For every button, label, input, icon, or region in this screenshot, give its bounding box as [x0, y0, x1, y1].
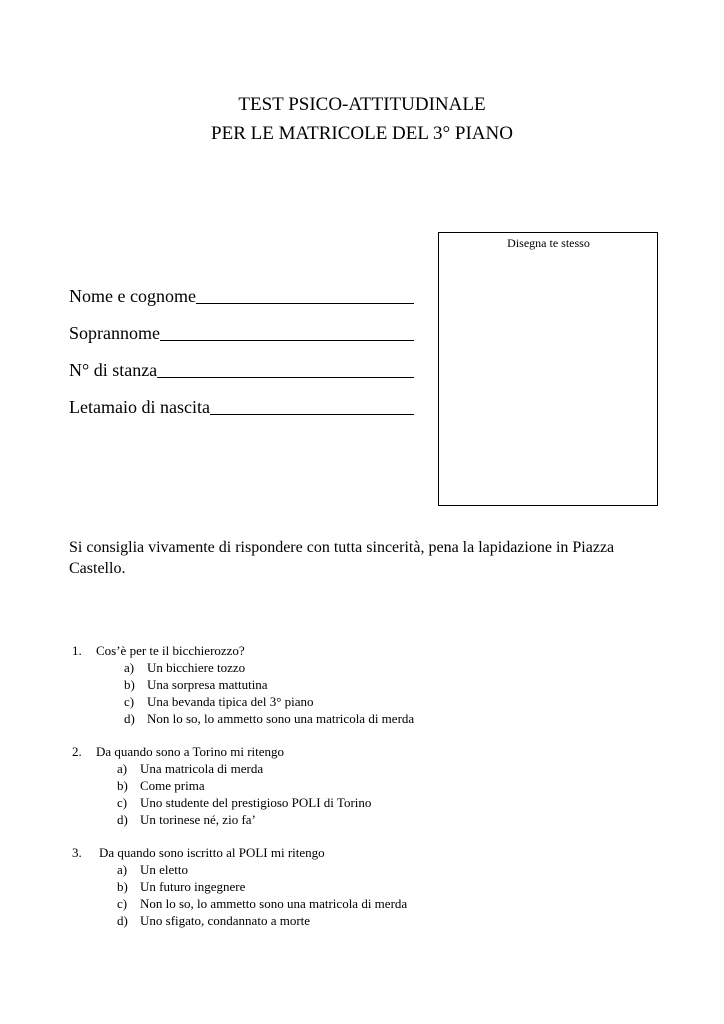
room-number-field-label: N° di stanza [69, 360, 158, 380]
question-text: Cos’è per te il bicchierozzo? [96, 643, 245, 658]
answer-letter: b) [117, 879, 128, 894]
nickname-field-label: Soprannome [69, 323, 160, 343]
answer-option[interactable] [117, 811, 672, 828]
answer-text: Un bicchiere tozzo [147, 660, 246, 675]
self-drawing-label: Disegna te stesso [507, 236, 590, 250]
answer-letter: c) [117, 896, 128, 911]
birthplace-field-label: Letamaio di nascita [69, 397, 210, 417]
birthplace-field[interactable] [69, 396, 414, 418]
question-1 [72, 642, 672, 727]
answer-option[interactable] [117, 861, 672, 878]
answer-option[interactable] [117, 760, 672, 777]
answer-letter: c) [117, 795, 128, 810]
answer-text: Uno studente del prestigioso POLI di Torino [140, 795, 372, 810]
answer-letter: a) [124, 660, 135, 675]
self-drawing-box[interactable] [438, 232, 658, 506]
answer-letter: d) [117, 812, 128, 827]
name-field-line[interactable] [196, 303, 414, 304]
question-number: 1. [72, 643, 82, 658]
answer-letter: b) [117, 778, 128, 793]
answer-option[interactable] [117, 912, 672, 929]
answer-text: Un torinese né, zio fa’ [140, 812, 256, 827]
answer-option[interactable] [124, 659, 672, 676]
answer-option[interactable] [117, 794, 672, 811]
answer-text: Un eletto [140, 862, 189, 877]
answer-letter: d) [124, 711, 135, 726]
answer-text: Un futuro ingegnere [140, 879, 246, 894]
question-number: 2. [72, 744, 82, 759]
answer-text: Una matricola di merda [140, 761, 264, 776]
answer-text: Uno sfigato, condannato a morte [140, 913, 311, 928]
advice-paragraph: Si consiglia vivamente di rispondere con tutta sincerità, pena la lapidazione in Piazza Castello. [69, 539, 615, 577]
nickname-field-line[interactable] [160, 340, 414, 341]
question-text: Da quando sono iscritto al POLI mi ritengo [99, 845, 325, 860]
answer-option[interactable] [117, 895, 672, 912]
birthplace-field-line[interactable] [210, 414, 414, 415]
room-number-field[interactable] [69, 359, 414, 381]
answer-text: Non lo so, lo ammetto sono una matricola di merda [140, 896, 408, 911]
title-line-2: PER LE MATRICOLE DEL 3° PIANO [211, 123, 513, 144]
question-number: 3. [72, 845, 82, 860]
answer-letter: b) [124, 677, 135, 692]
room-number-field-line[interactable] [157, 377, 414, 378]
document-title [0, 90, 724, 148]
answer-option[interactable] [117, 777, 672, 794]
answer-text: Una sorpresa mattutina [147, 677, 268, 692]
answer-letter: c) [124, 694, 135, 709]
answer-text: Una bevanda tipica del 3° piano [147, 694, 314, 709]
answer-letter: a) [117, 862, 128, 877]
question-3 [72, 844, 672, 929]
answer-text: Come prima [140, 778, 205, 793]
name-field-label: Nome e cognome [69, 286, 196, 306]
nickname-field[interactable] [69, 322, 414, 344]
answer-option[interactable] [117, 878, 672, 895]
question-text: Da quando sono a Torino mi ritengo [96, 744, 285, 759]
answer-option[interactable] [124, 710, 672, 727]
answer-letter: d) [117, 913, 128, 928]
answer-letter: a) [117, 761, 128, 776]
title-line-1: TEST PSICO-ATTITUDINALE [238, 94, 486, 115]
question-2 [72, 743, 672, 828]
answer-option[interactable] [124, 676, 672, 693]
answer-text: Non lo so, lo ammetto sono una matricola di merda [147, 711, 415, 726]
name-field[interactable] [69, 285, 414, 307]
answer-option[interactable] [124, 693, 672, 710]
